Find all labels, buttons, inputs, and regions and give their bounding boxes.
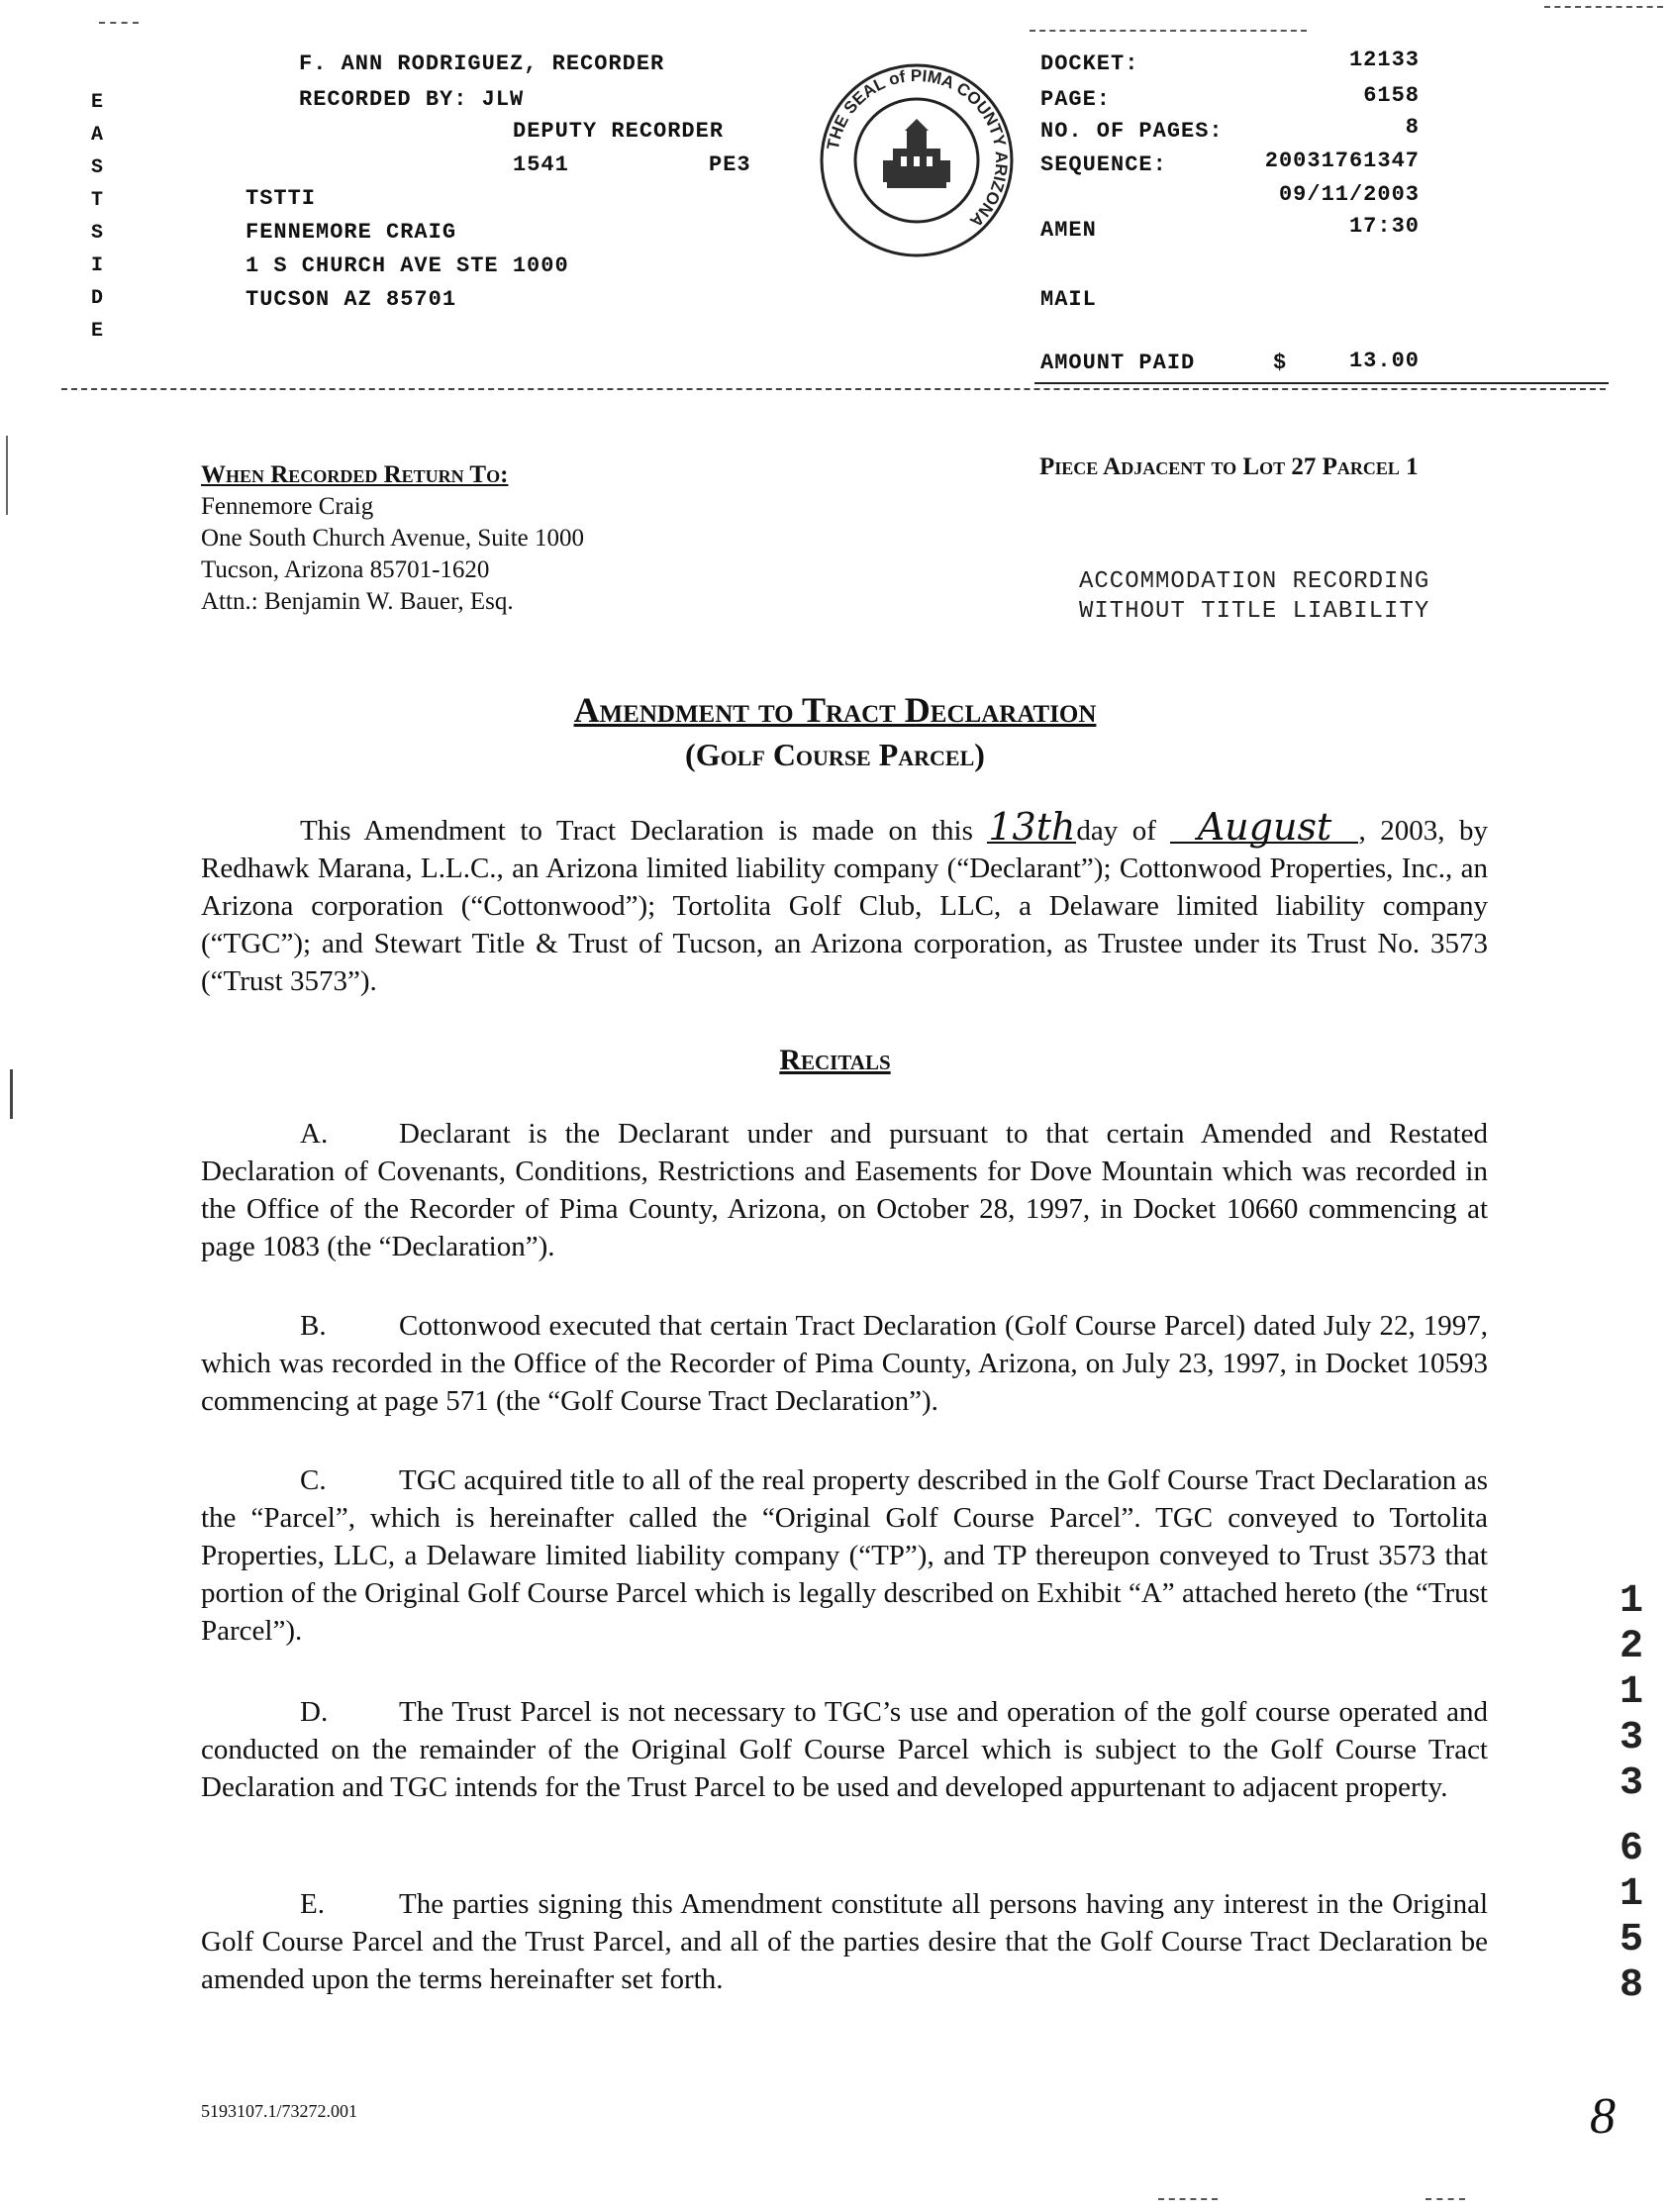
- recital-text: Cottonwood executed that certain Tract Declaration (Golf Course Parcel) dated July 22, 1997, which was recorded in the Office of the Recorder of Pima County, Arizona, on July 23, 1997, in Docket 10593 commencing at page 571 (the “Golf Course Tract Declaration”).: [201, 1310, 1488, 1417]
- amount-value: 13.00: [1348, 349, 1420, 373]
- recital-d: [201, 1693, 1488, 1806]
- recital-a: [201, 1115, 1488, 1265]
- record-date: 09/11/2003: [1278, 182, 1420, 207]
- address-line: 1 S CHURCH AVE STE 1000: [246, 253, 569, 278]
- intro-text: day of: [1076, 815, 1156, 847]
- page-value: 6158: [1363, 83, 1420, 108]
- east-side-letter: I: [90, 254, 103, 277]
- accommodation-stamp: WITHOUT TITLE LIABILITY: [1079, 598, 1430, 625]
- margin-stamp-digit: 6: [1619, 1827, 1643, 1871]
- return-to-line: One South Church Avenue, Suite 1000: [201, 525, 584, 552]
- margin-stamp-digit: 1: [1619, 1872, 1643, 1917]
- document-subtitle: (Golf Course Parcel): [685, 737, 985, 772]
- address-line: TUCSON AZ 85701: [246, 287, 457, 312]
- record-time: 17:30: [1348, 214, 1420, 239]
- scan-mark: [1425, 2198, 1465, 2200]
- recital-c: [201, 1461, 1488, 1650]
- east-side-letter: T: [90, 189, 103, 212]
- docket-label: DOCKET:: [1040, 51, 1139, 76]
- docket-margin-stamp: [1614, 1579, 1649, 2009]
- recital-letter: A.: [300, 1118, 329, 1150]
- margin-stamp-digit: 8: [1619, 1963, 1643, 2008]
- recital-text: The Trust Parcel is not necessary to TGC’s use and operation of the golf course operated and conducted on the remainder of the Original Golf Course Parcel which is subject to the Golf Course Tract Declaration and TGC intends for the Trust Parcel to be used and developed appurtenant to adjacent property.: [201, 1696, 1488, 1803]
- recorded-by: RECORDED BY: JLW: [299, 87, 525, 112]
- handwritten-day: 13th: [988, 805, 1076, 849]
- recital-letter: B.: [300, 1310, 327, 1342]
- intro-text: by Redhawk Marana, L.L.C., an Arizona limited liability company (“Declarant”); Cottonwood Properties, Inc., an Arizona corporation (“Cottonwood”); Tortolita Golf Club, LLC, a Delaware limited liability company (“TGC”); and Stewart Title & Trust of Tucson, an Arizona corporation, as Trustee under its Trust No. 3573 (“Trust 3573”).: [201, 815, 1489, 997]
- intro-text: This Amendment to Tract Declaration is made on this: [300, 815, 973, 847]
- document-title: Amendment to Tract Declaration: [573, 690, 1097, 730]
- scan-mark: [1030, 30, 1307, 32]
- recital-letter: E.: [300, 1888, 325, 1920]
- deputy-code: PE3: [709, 152, 751, 177]
- handwritten-page-mark: 8: [1590, 2088, 1616, 2145]
- seal-text: THE SEAL of PIMA COUNTY ARIZONA: [823, 65, 1012, 231]
- address-line: FENNEMORE CRAIG: [246, 220, 457, 245]
- scan-mark: [1544, 6, 1663, 8]
- east-side-letter: S: [90, 222, 103, 245]
- east-side-label: [87, 91, 107, 352]
- sequence-label: SEQUENCE:: [1040, 152, 1167, 177]
- return-to-heading: When Recorded Return To:: [201, 461, 509, 488]
- margin-stamp-digit: 1: [1619, 1579, 1643, 1624]
- amount-label: AMOUNT PAID: [1040, 351, 1196, 375]
- recital-b: [201, 1307, 1488, 1420]
- header-divider: [61, 388, 1606, 390]
- page-label: PAGE:: [1040, 87, 1112, 112]
- recital-text: Declarant is the Declarant under and pursuant to that certain Amended and Restated Declaration of Covenants, Conditions, Restrictions and Easements for Dove Mountain which was recorded in the Office of the Recorder of Pima County, Arizona, on October 28, 1997, in Docket 10660 commencing at page 1083 (the “Declaration”).: [201, 1118, 1488, 1262]
- sequence-value: 20031761347: [1264, 149, 1420, 173]
- margin-stamp-digit: 5: [1619, 1918, 1643, 1962]
- num-pages-label: NO. OF PAGES:: [1040, 119, 1224, 144]
- margin-stamp-digit: 3: [1619, 1716, 1643, 1760]
- scan-mark: [6, 436, 8, 515]
- recorder-name: F. ANN RODRIGUEZ, RECORDER: [299, 51, 665, 76]
- docket-value: 12133: [1348, 48, 1420, 72]
- piece-adjacent-note: Piece Adjacent to Lot 27 Parcel 1: [1039, 453, 1419, 480]
- recital-text: TGC acquired title to all of the real property described in the Golf Course Tract Declaration as the “Parcel”, which is hereinafter called the “Original Golf Course Parcel”. TGC conveyed to Tortolita Properties, LLC, a Delaware limited liability company (“TP”), and TP thereupon conveyed to Trust 3573 that portion of the Original Golf Course Parcel which is legally described on Exhibit “A” attached hereto (the “Trust Parcel”).: [201, 1464, 1488, 1647]
- intro-text: , 2003,: [1358, 815, 1445, 847]
- margin-stamp-digit: 1: [1619, 1670, 1643, 1715]
- east-side-letter: S: [90, 156, 103, 179]
- return-to-line: Fennemore Craig: [201, 493, 374, 520]
- scan-mark: [1158, 2198, 1218, 2200]
- recital-letter: D.: [300, 1696, 329, 1728]
- mail-label: MAIL: [1040, 287, 1097, 312]
- address-line: TSTTI: [246, 186, 317, 211]
- num-pages-value: 8: [1405, 115, 1420, 140]
- recital-e: [201, 1885, 1488, 1998]
- margin-stamp-digit: 3: [1619, 1761, 1643, 1806]
- east-side-letter: E: [90, 91, 103, 114]
- scan-mark: [99, 22, 139, 24]
- east-side-letter: D: [90, 287, 103, 310]
- handwritten-month: August: [1170, 812, 1358, 844]
- east-side-letter: A: [90, 124, 103, 147]
- amount-currency: $: [1273, 351, 1288, 375]
- footer-code: 5193107.1/73272.001: [201, 2101, 358, 2121]
- recitals-heading: Recitals: [779, 1044, 891, 1076]
- amen-label: AMEN: [1040, 218, 1097, 243]
- deputy-recorder: DEPUTY RECORDER: [513, 119, 725, 144]
- recital-letter: C.: [300, 1464, 327, 1496]
- intro-paragraph: [201, 805, 1489, 1000]
- recital-text: The parties signing this Amendment constitute all persons having any interest in the Original Golf Course Parcel and the Trust Parcel, and all of the parties desire that the Golf Course Tract Declaration be amended upon the terms hereinafter set forth.: [201, 1888, 1488, 1995]
- margin-stamp-digit: 2: [1619, 1625, 1643, 1669]
- return-to-line: Tucson, Arizona 85701-1620: [201, 556, 490, 583]
- return-to-line: Attn.: Benjamin W. Bauer, Esq.: [201, 588, 514, 615]
- accommodation-stamp: ACCOMMODATION RECORDING: [1079, 568, 1430, 595]
- header-divider: [1034, 382, 1609, 384]
- east-side-letter: E: [90, 320, 103, 343]
- deputy-number: 1541: [513, 152, 569, 177]
- county-seal-icon: [818, 61, 1016, 259]
